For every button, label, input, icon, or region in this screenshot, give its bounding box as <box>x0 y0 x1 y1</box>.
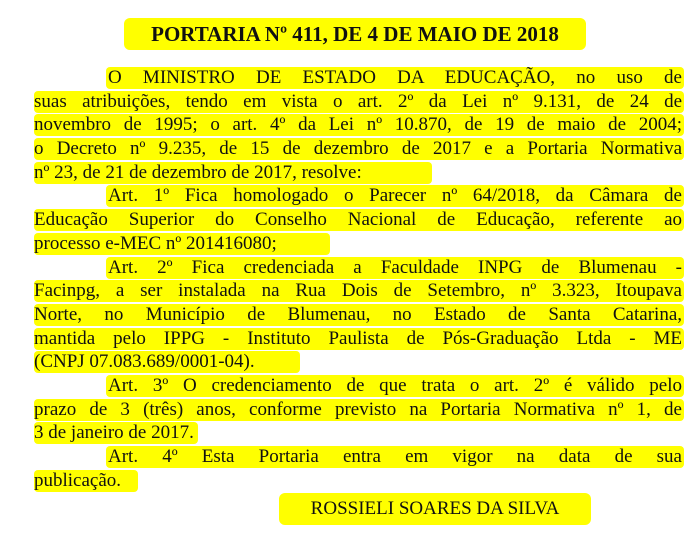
text-line: suas atribuições, tendo em vista o art. 2º da Lei nº 9.131, de 24 de <box>34 90 682 112</box>
text-line: Facinpg, a ser instalada na Rua Dois de Setembro, nº 3.323, Itoupava <box>34 280 682 302</box>
text-line: Art. 3º O credenciamento de que trata o art. 2º é válido pelo <box>108 374 682 396</box>
text-line: Art. 2º Fica credenciada a Faculdade INPG de Blumenau - <box>108 256 682 278</box>
text-line: processo e-MEC nº 201416080; <box>34 232 682 256</box>
text-line: (CNPJ 07.083.689/0001-04). <box>34 350 682 374</box>
signature: ROSSIELI SOARES DA SILVA <box>279 493 591 525</box>
document-title: PORTARIA Nº 411, DE 4 DE MAIO DE 2018 <box>124 18 586 50</box>
text-line: Norte, no Município de Blumenau, no Estado de Santa Catarina, <box>34 303 682 325</box>
text-line: novembro de 1995; o art. 4º da Lei nº 10.870, de 19 de maio de 2004; <box>34 114 682 136</box>
text-line: Educação Superior do Conselho Nacional de Educação, referente ao <box>34 209 682 231</box>
text-line: Art. 4º Esta Portaria entra em vigor na data de sua <box>108 446 682 467</box>
text-line: mantida pelo IPPG - Instituto Paulista de Pós-Graduação Ltda - ME <box>34 327 682 349</box>
document-body <box>34 66 682 492</box>
text-line: prazo de 3 (três) anos, conforme previsto na Portaria Normativa nº 1, de <box>34 398 682 420</box>
text-line: o Decreto nº 9.235, de 15 de dezembro de 2017 e a Portaria Normativa <box>34 138 682 160</box>
text-line: nº 23, de 21 de dezembro de 2017, resolve: <box>34 161 682 185</box>
text-line: publicação. <box>34 469 682 493</box>
text-line: O MINISTRO DE ESTADO DA EDUCAÇÃO, no uso de <box>108 67 682 88</box>
text-line: 3 de janeiro de 2017. <box>34 421 682 445</box>
text-line: Art. 1º Fica homologado o Parecer nº 64/2018, da Câmara de <box>108 185 682 207</box>
